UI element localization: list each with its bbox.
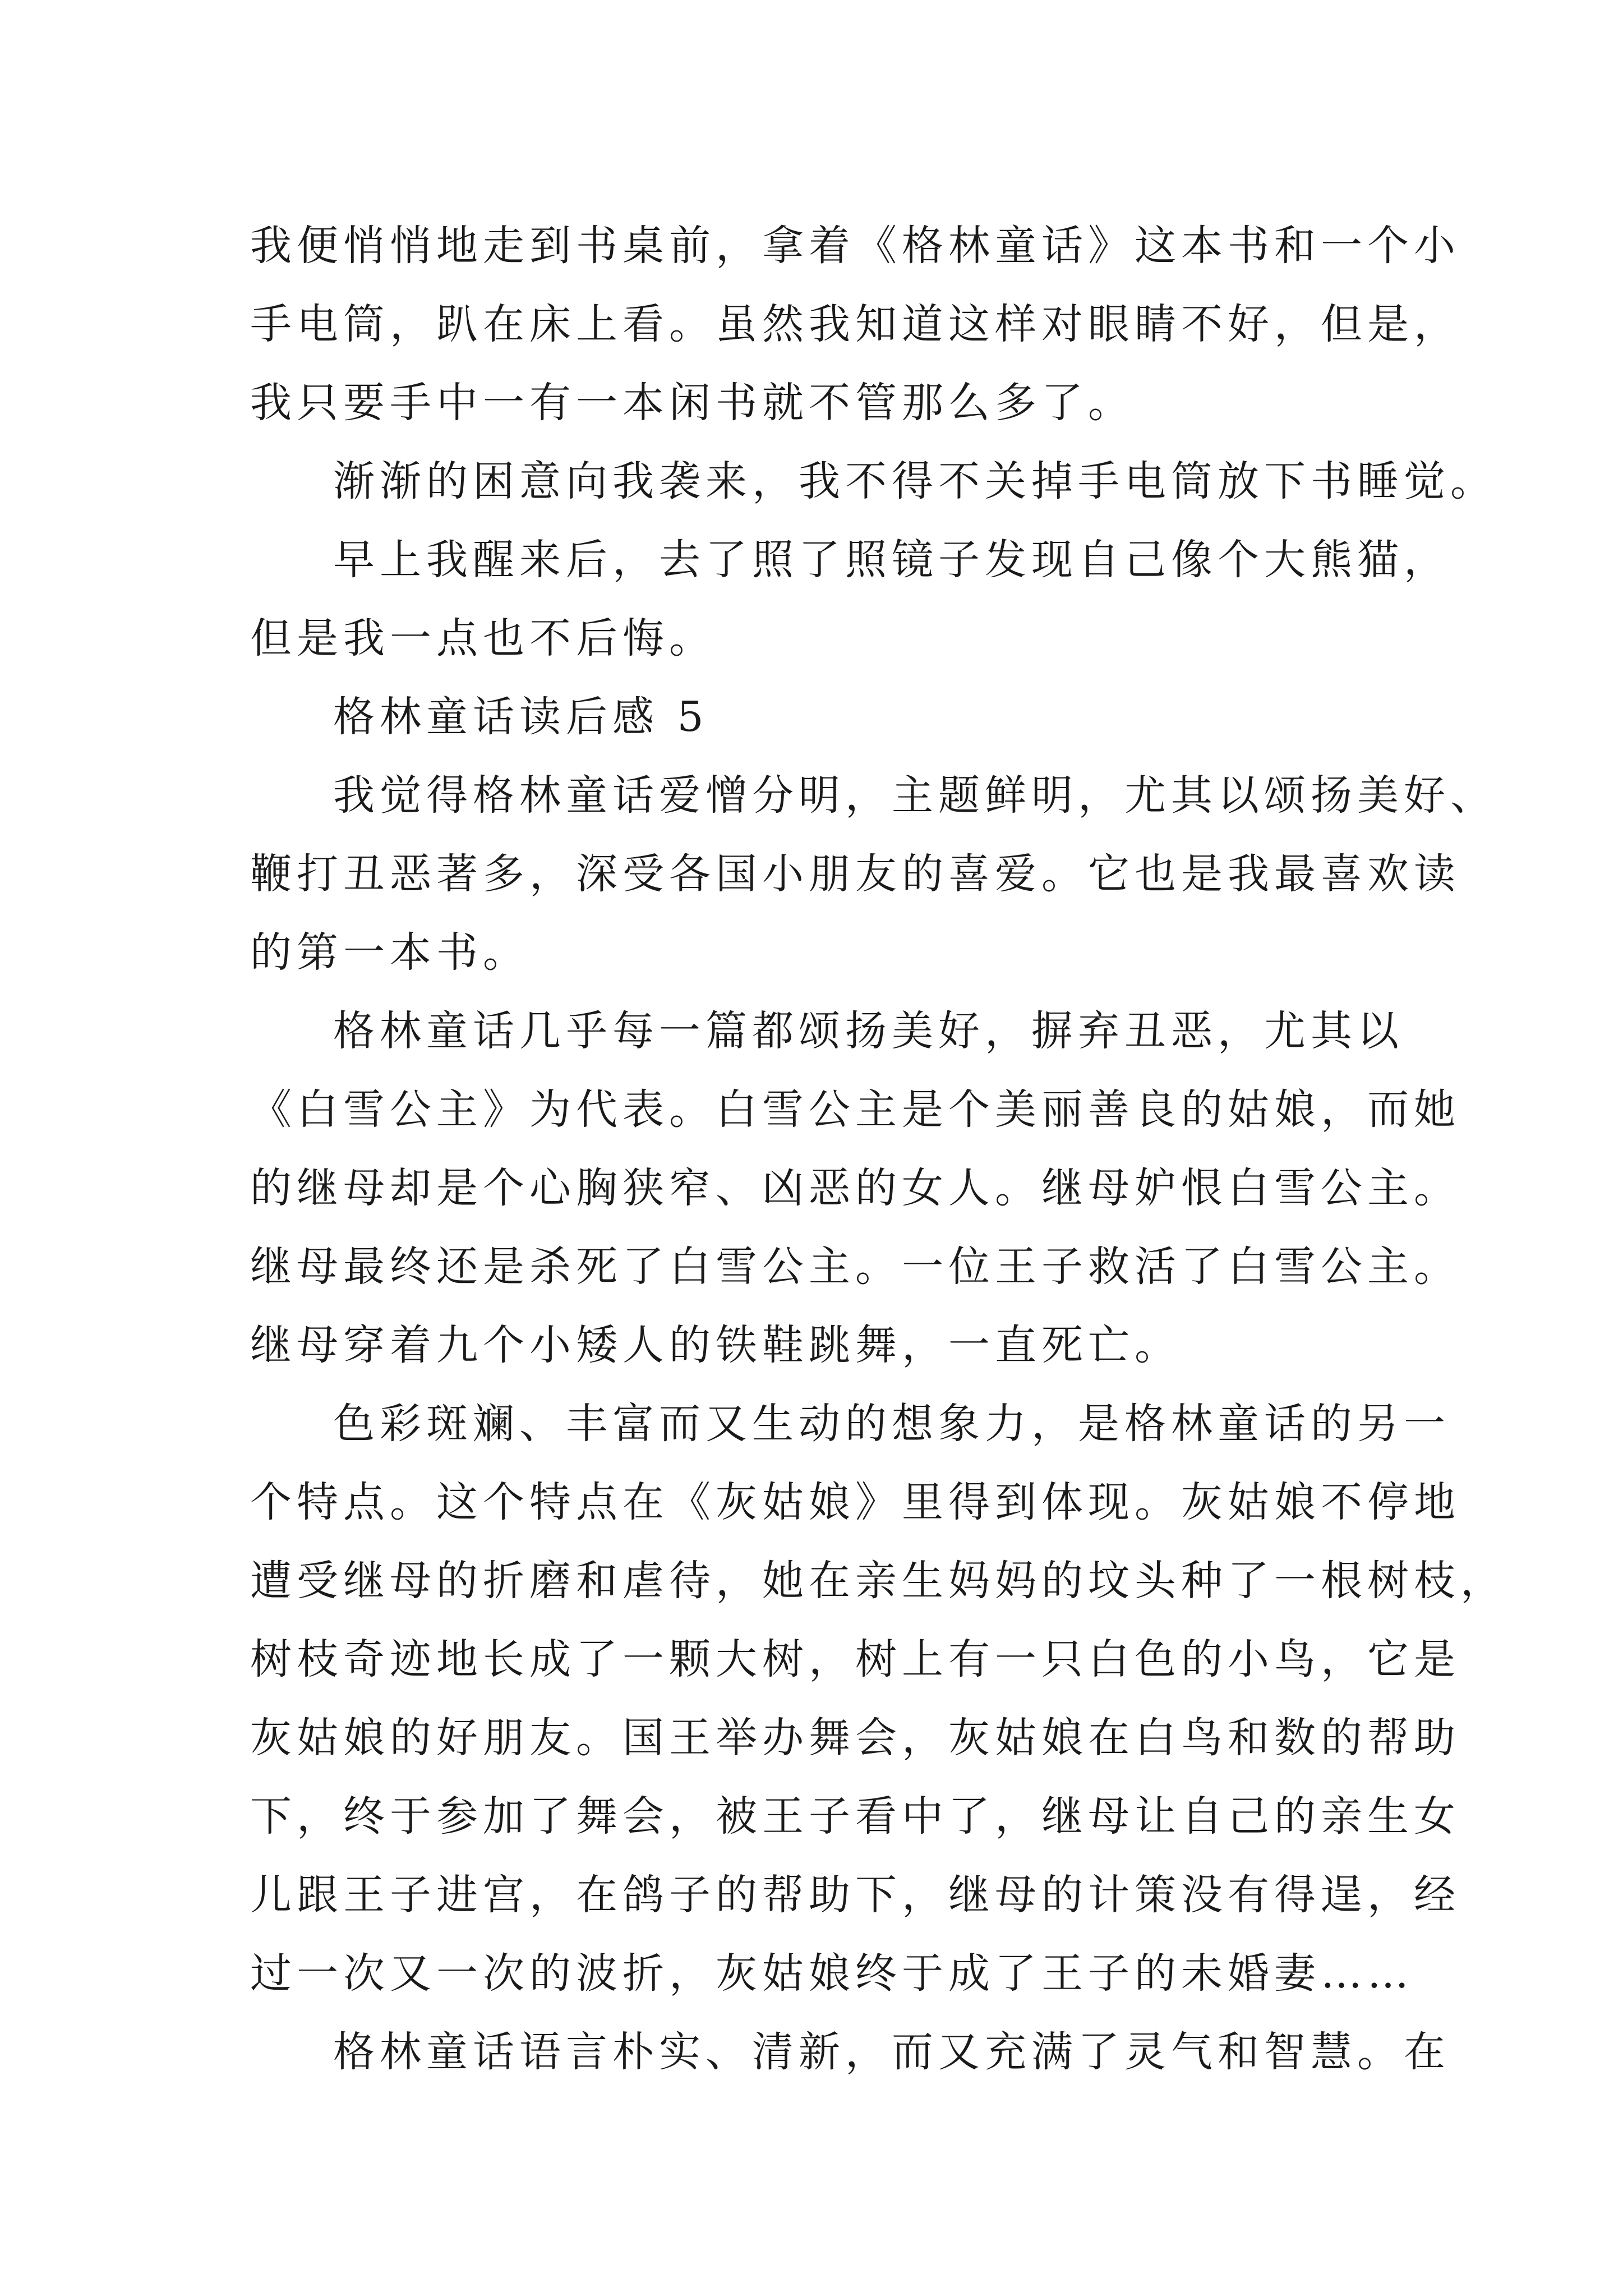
section-heading: 格林童话读后感 5 [333,693,709,741]
text-line: 个特点。这个特点在《灰姑娘》里得到体现。灰姑娘不停地 [250,1478,1460,1526]
text-line: 的第一本书。 [250,928,529,977]
text-line: 但是我一点也不后悔。 [250,614,716,662]
text-line: 下，终于参加了舞会，被王子看中了，继母让自己的亲生女 [250,1792,1460,1841]
text-line: 继母穿着九个小矮人的铁鞋跳舞，一直死亡。 [250,1321,1181,1369]
text-line: 色彩斑斓、丰富而又生动的想象力，是格林童话的另一 [333,1400,1450,1448]
text-line: 儿跟王子进宫，在鸽子的帮助下，继母的计策没有得逞，经 [250,1871,1460,1919]
text-line: 灰姑娘的好朋友。国王举办舞会，灰姑娘在白鸟和数的帮助 [250,1714,1460,1762]
text-line: 渐渐的困意向我袭来，我不得不关掉手电筒放下书睡觉。 [333,457,1497,505]
text-line: 手电筒，趴在床上看。虽然我知道这样对眼睛不好，但是， [250,300,1460,348]
text-line: 过一次又一次的波折，灰姑娘终于成了王子的未婚妻…… [250,1949,1414,1998]
text-line: 遭受继母的折磨和虐待，她在亲生妈妈的坟头种了一根树枝， [250,1557,1507,1605]
text-line: 鞭打丑恶著多，深受各国小朋友的喜爱。它也是我最喜欢读 [250,850,1460,898]
body-text [250,206,1507,2091]
text-line: 格林童话几乎每一篇都颂扬美好，摒弃丑恶，尤其以 [333,1007,1404,1055]
text-line: 我便悄悄地走到书桌前，拿着《格林童话》这本书和一个小 [250,222,1460,270]
text-line: 继母最终还是杀死了白雪公主。一位王子救活了白雪公主。 [250,1243,1460,1291]
text-line: 我觉得格林童话爱憎分明，主题鲜明，尤其以颂扬美好、 [333,771,1497,820]
text-line: 树枝奇迹地长成了一颗大树，树上有一只白色的小鸟，它是 [250,1635,1460,1683]
text-line: 早上我醒来后，去了照了照镜子发现自己像个大熊猫， [333,536,1450,584]
text-line: 格林童话语言朴实、清新，而又充满了灵气和智慧。在 [333,2028,1450,2076]
text-line: 的继母却是个心胸狭窄、凶恶的女人。继母妒恨白雪公主。 [250,1164,1460,1212]
text-line: 我只要手中一有一本闲书就不管那么多了。 [250,379,1135,427]
text-line: 《白雪公主》为代表。白雪公主是个美丽善良的姑娘，而她 [250,1085,1460,1134]
